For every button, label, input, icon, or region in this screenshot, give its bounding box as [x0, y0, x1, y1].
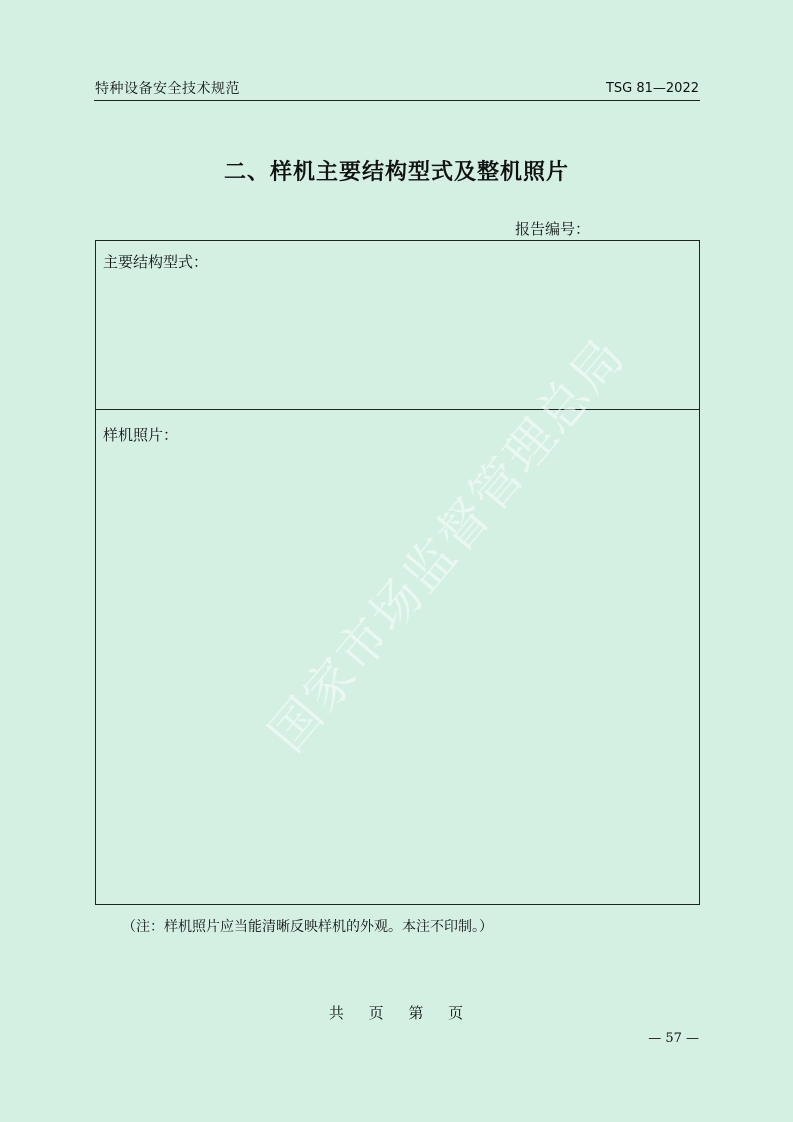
page-count: 共 页 第 页 [328, 1004, 465, 1022]
header-document-series: 特种设备安全技术规范 [95, 81, 240, 97]
page-title: 二、样机主要结构型式及整机照片 [223, 160, 569, 185]
structure-type-label: 主要结构型式： [103, 253, 209, 271]
form-divider [96, 409, 699, 410]
page-number: — 57 — [648, 1031, 699, 1046]
header-rule [94, 100, 700, 101]
header-standard-code: TSG 81—2022 [605, 81, 699, 96]
sample-photo-label: 样机照片： [103, 426, 179, 444]
watermark: 国家市场监督管理总局 [257, 326, 637, 763]
footnote: （注：样机照片应当能清晰反映样机的外观。本注不印制。） [122, 919, 493, 935]
report-number-label: 报告编号： [515, 220, 591, 238]
